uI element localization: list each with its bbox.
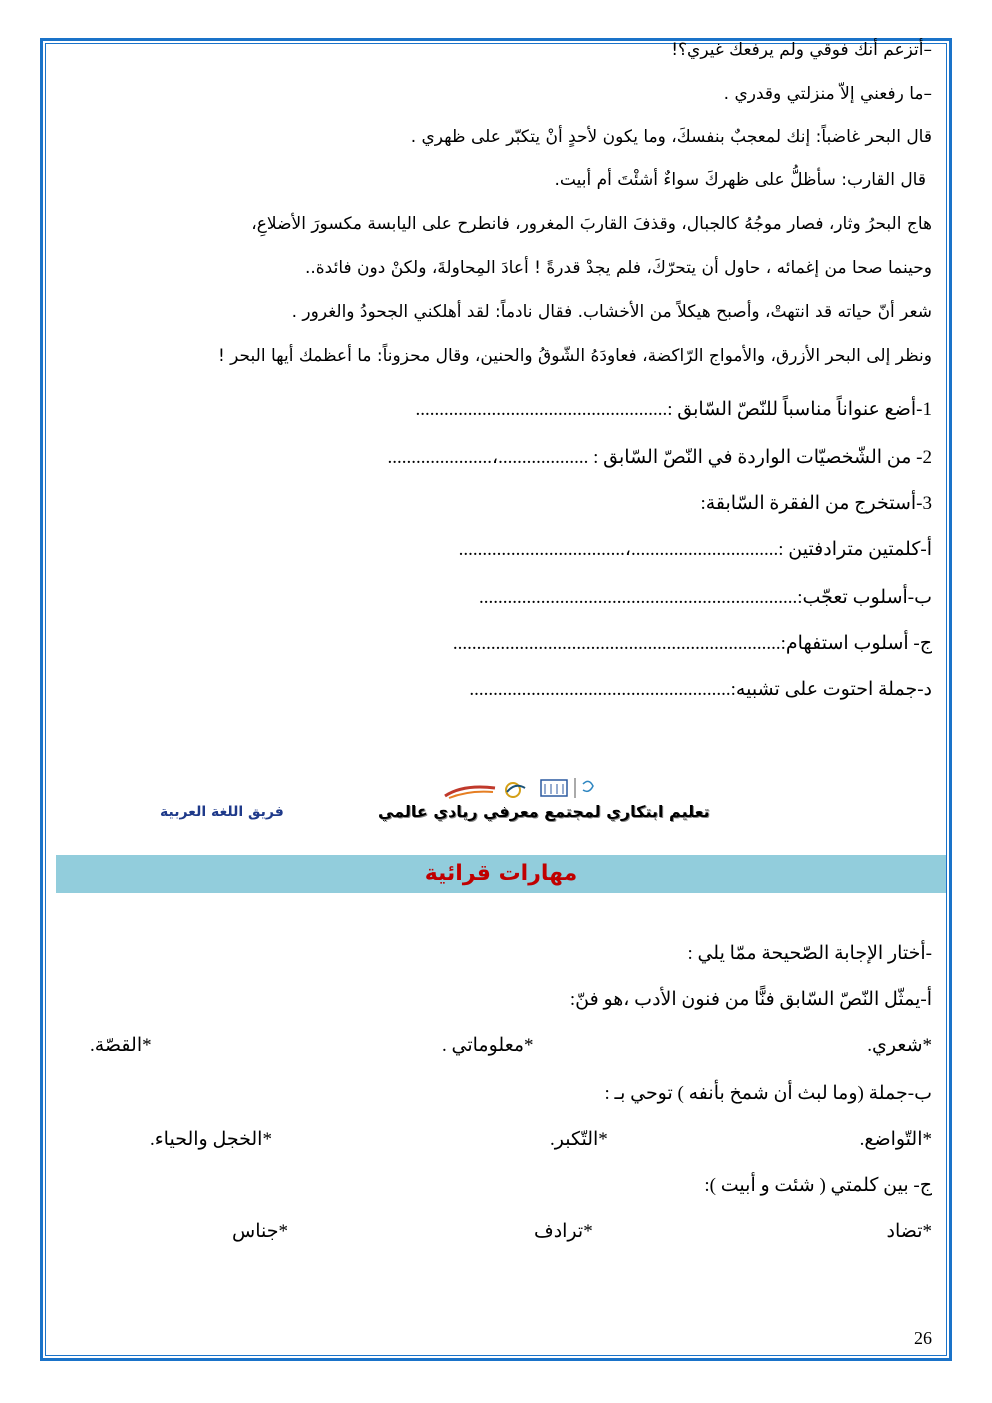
mcq-c-option-1: *تضاد bbox=[886, 1221, 932, 1242]
question-3d: د-جملة احتوت على تشبيه:....................................................... bbox=[469, 679, 932, 700]
mcq-a-option-2: *معلوماتي . bbox=[442, 1035, 534, 1056]
section-banner bbox=[56, 855, 946, 893]
page-number: 26 bbox=[914, 1328, 932, 1348]
footer-motto: تعليم ابتكاري لمجتمع معرفي ريادي عالمي bbox=[378, 802, 710, 821]
section-title: مهارات قرائية bbox=[424, 861, 578, 886]
mcq-c-option-2: *ترادف bbox=[534, 1221, 593, 1242]
footer-logo-row bbox=[60, 772, 932, 832]
mcq-a-option-3: *القصّة. bbox=[90, 1035, 152, 1056]
passage-line-1: –أتزعم أنك فوقي ولم يرفعك غيري؟! bbox=[671, 40, 932, 60]
passage-line-8: ونظر إلى البحر الأزرق، والأمواج الرّاكضة، فعاودَهُ الشّوقُ والحنين، وقال محزوناً: ما أعظمك أيها البحر ! bbox=[217, 346, 932, 366]
mcq-a-option-1: *شعري. bbox=[867, 1035, 932, 1056]
passage-line-4: قال القارب: سأظلُّ على ظهركَ سواءٌ أشئْتَ أم أبيت. bbox=[554, 170, 926, 190]
passage-line-3: قال البحر غاضباً: إنك لمعجبٌ بنفسكَ، وما يكون لأحدٍ أنْ يتكبّر على ظهري . bbox=[410, 127, 932, 147]
question-3b: ب-أسلوب تعجّب:................................................................... bbox=[478, 587, 932, 608]
mcq-b-question: ب-جملة (وما لبث أن شمخ بأنفه ) توحي بـ : bbox=[604, 1083, 932, 1104]
question-3a: أ-كلمتين مترادفتين :...............................،................................... bbox=[458, 539, 932, 560]
mcq-b-option-2: *التّكبر. bbox=[550, 1129, 608, 1150]
mcq-instruction: -أختار الإجابة الصّحيحة ممّا يلي : bbox=[687, 943, 932, 964]
footer-team: فريق اللغة العربية bbox=[160, 804, 284, 820]
question-3: 3-أستخرج من الفقرة السّابقة: bbox=[700, 493, 932, 514]
passage-line-7: شعر أنّ حياته قد انتهتْ، وأصبح هيكلاً من الأخشاب. فقال نادماً: لقد أهلكني الجحودُ والغرور . bbox=[291, 302, 932, 322]
mcq-c-question: ج- بين كلمتي ( شئت و أبيت ): bbox=[704, 1175, 932, 1196]
partner-logos-icon bbox=[443, 774, 613, 802]
mcq-c-option-3: *جناس bbox=[232, 1221, 288, 1242]
passage-line-5: هاج البحرُ وثار، فصار موجُهُ كالجبال، وقذفَ القاربَ المغرور، فانطرح على اليابسة مكسورَ الأضلاعِ، bbox=[251, 214, 932, 234]
mcq-b-option-3: *الخجل والحياء. bbox=[150, 1129, 272, 1150]
mcq-a-question: أ-يمثّل النّصّ السّابق فنًّا من فنون الأدب ،هو فنّ: bbox=[569, 989, 932, 1010]
question-1: 1-أضع عنواناً مناسباً للنّصّ السّابق :..................................................... bbox=[415, 399, 932, 420]
question-3c: ج- أسلوب استفهام:..................................................................... bbox=[452, 633, 932, 654]
question-2: 2- من الشّخصيّات الواردة في النّصّ السّابق : ...................،...................... bbox=[387, 447, 932, 468]
passage-line-2: –ما رفعني إلاّ منزلتي وقدري . bbox=[723, 84, 932, 104]
mcq-b-option-1: *التّواضع. bbox=[859, 1129, 932, 1150]
passage-line-6: وحينما صحا من إغمائه ، حاول أن يتحرّكَ، فلم يجدْ قدرةً ! أعادَ المِحاولةَ، ولكنْ دون فائدة.. bbox=[304, 258, 932, 278]
